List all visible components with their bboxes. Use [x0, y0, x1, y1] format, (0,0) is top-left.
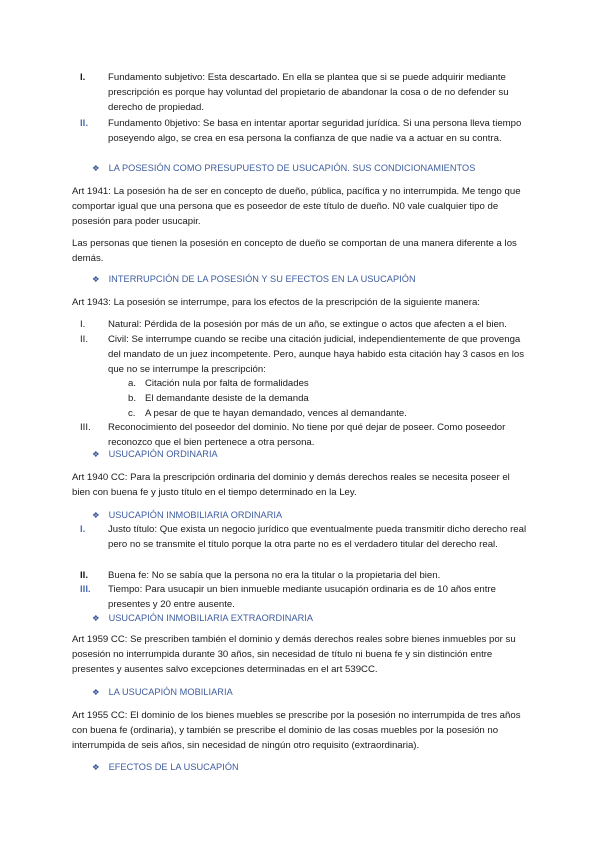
section-heading: ❖ USUCAPIÓN INMOBILIARIA EXTRAORDINARIA [76, 611, 512, 626]
paragraph: Art 1955 CC: El dominio de los bienes muebles se prescribe por la posesión no interrumpida de tres años con buena fe (ordinaria), y también se prescribe el dominio de las cosas muebles por la posesión no interrumpida de seis años, sin necesidad de ningún otro requisito (extraordinaria). [72, 710, 521, 751]
list-item-text: Fundamento 0bjetivo: Se basa en intentar aportar seguridad jurídica. Si una persona lleva tiempo poseyendo algo, se crea en esa persona la confianza de que nadie va a actuar en su contra. [108, 118, 522, 144]
section-heading: ❖ LA POSESIÓN COMO PRESUPUESTO DE USUCAPIÓN. SUS CONDICIONAMIENTOS [92, 161, 528, 176]
section-heading: ❖ USUCAPIÓN INMOBILIARIA ORDINARIA [92, 508, 528, 523]
paragraph: Art 1943: La posesión se interrumpe, para los efectos de la prescripción de la siguiente manera: [72, 297, 480, 308]
diamond-bullet-icon: ❖ [92, 687, 100, 697]
list-item-text: Reconocimiento del poseedor del dominio. No tiene por qué dejar de poseer. Como poseedor reconozco que el bien pertenece a otra persona. [108, 422, 506, 448]
list-item-text: Fundamento subjetivo: Esta descartado. En ella se plantea que si se puede adquirir mediante prescripción es porque hay voluntad del propietario de abandonar la cosa o de no defender su derecho de propiedad. [108, 72, 509, 113]
roman-numeral: II. [80, 334, 88, 345]
roman-numeral: II. [80, 118, 88, 129]
roman-numeral: II. [80, 570, 88, 581]
paragraph: Art 1941: La posesión ha de ser en concepto de dueño, pública, pacífica y no interrumpida. Me tengo que comportar igual que una persona que es poseedor de este título de dueño. N0 vale cualquier tipo de posesión para poder usucapir. [72, 186, 521, 227]
roman-numeral: I. [80, 72, 86, 83]
list-item-text: Natural: Pérdida de la posesión por más de un año, se extingue o actos que afecten a el bien. [108, 319, 507, 330]
diamond-bullet-icon: ❖ [92, 510, 100, 520]
roman-numeral: III. [80, 584, 91, 595]
sub-list-letter: b. [128, 393, 137, 404]
sub-list-letter: a. [128, 378, 137, 389]
paragraph: Art 1959 CC: Se prescriben también el dominio y demás derechos reales sobre bienes inmuebles por su posesión no interrumpida durante 30 años, sin necesidad de título ni buena fe y sin distinción entre presentes y ausentes salvo excepciones determinadas en el art 539CC. [72, 634, 516, 675]
diamond-bullet-icon: ❖ [92, 274, 100, 284]
diamond-bullet-icon: ❖ [92, 762, 100, 772]
section-heading: ❖ INTERRUPCIÓN DE LA POSESIÓN Y SU EFECTOS EN LA USUCAPIÓN [92, 272, 528, 287]
diamond-bullet-icon: ❖ [92, 613, 100, 623]
roman-numeral: III. [80, 422, 91, 433]
section-heading: ❖ USUCAPIÓN ORDINARIA [92, 447, 528, 462]
list-item-text: Justo título: Que exista un negocio jurídico que eventualmente pueda transmitir dicho derecho real pero no se transmite el título porque la otra parte no es el verdadero titular del derecho real. [108, 524, 527, 550]
list-item-text: Tiempo: Para usucapir un bien inmueble mediante usucapión ordinaria es de 10 años entre presentes y 20 entre ausente. [108, 584, 496, 610]
diamond-bullet-icon: ❖ [92, 449, 100, 459]
paragraph: Art 1940 CC: Para la prescripción ordinaria del dominio y demás derechos reales se necesita poseer el bien con buena fe y justo título en el tiempo determinado en la Ley. [72, 472, 510, 498]
section-heading: ❖ EFECTOS DE LA USUCAPIÓN [92, 760, 528, 775]
sub-list-text: Citación nula por falta de formalidades [145, 378, 309, 389]
list-item-text: Civil: Se interrumpe cuando se recibe una citación judicial, independientemente de que provenga del mandato de un juez incompetente. Pero, aunque haya habido esta citación hay 3 casos en los que no se interrumpe la prescripción: [108, 334, 525, 375]
sub-list-letter: c. [128, 408, 136, 419]
paragraph: Las personas que tienen la posesión en concepto de dueño se comportan de una manera diferente a los demás. [72, 238, 517, 264]
sub-list-text: El demandante desiste de la demanda [145, 393, 309, 404]
roman-numeral: I. [80, 524, 86, 535]
list-item-text: Buena fe: No se sabía que la persona no era la titular o la propietaria del bien. [108, 570, 441, 581]
diamond-bullet-icon: ❖ [92, 163, 100, 173]
section-heading: ❖ LA USUCAPIÓN MOBILIARIA [92, 685, 528, 700]
roman-numeral: I. [80, 319, 86, 330]
sub-list-text: A pesar de que te hayan demandado, vences al demandante. [145, 408, 407, 419]
